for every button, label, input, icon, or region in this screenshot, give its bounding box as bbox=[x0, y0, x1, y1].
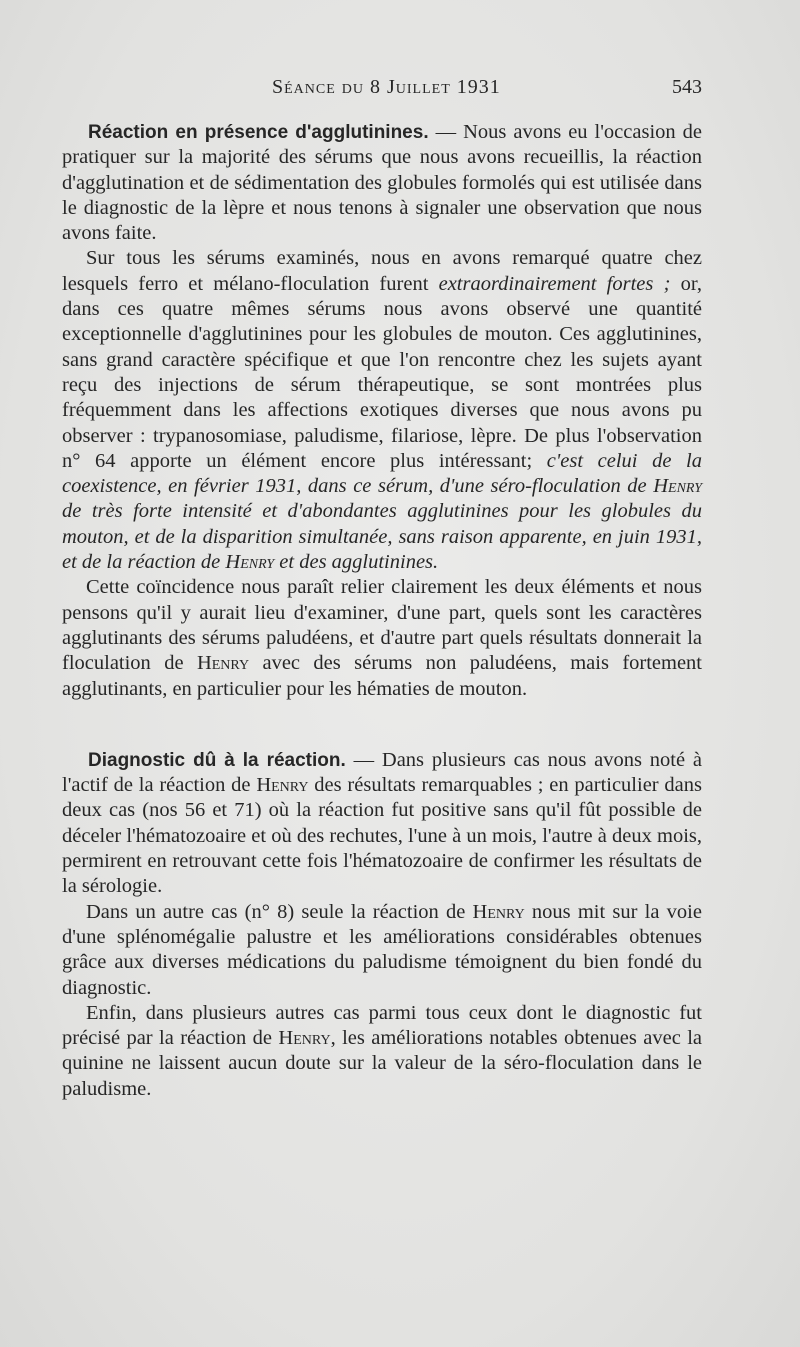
author-name: Henry bbox=[653, 475, 702, 498]
paragraph-text: Cette coïncidence nous paraît relier clairement les deux éléments et nous pensons qu'il y aurait lieu d'examiner, d'une part, quels sont les caractères agglutinants des sérums paludéens, et d'autre part quels résultats donnerait la floculation de bbox=[62, 576, 702, 675]
paragraph-text: avec des sérums non paludéens, mais fortement agglutinants, en particulier pour les hématies de mouton. bbox=[62, 652, 703, 700]
paragraph-text: Dans un autre cas (n° 8) seule la réaction de bbox=[86, 900, 473, 923]
paragraph-diagnostic-intro bbox=[62, 748, 702, 900]
running-title: Séance du 8 Juillet 1931 bbox=[272, 76, 501, 98]
page-header bbox=[62, 72, 702, 102]
emphasis-text-part: et des agglutinines. bbox=[274, 551, 439, 574]
author-name: Henry bbox=[472, 900, 525, 923]
paragraph-agglutinines-intro bbox=[62, 120, 702, 246]
section-heading-agglutinines: Réaction en présence d'agglutinines. bbox=[88, 122, 429, 143]
emphasis-text-part: de très forte intensité et d'abondantes agglutinines pour les globules du mouton, et de la disparition simultanée, sans raison apparente, en juin 1931, et de la réaction de bbox=[62, 500, 702, 574]
paragraph-splenomegalie bbox=[62, 900, 702, 1001]
page-number: 543 bbox=[672, 76, 702, 98]
emphasis-text-part: c'est celui de la coexistence, en février 1931, dans ce sérum, d'une séro-floculation de bbox=[62, 449, 702, 498]
paragraph-text: — Dans plusieurs cas nous avons noté à l'actif de la réaction de bbox=[62, 748, 702, 797]
author-name: Henry bbox=[225, 551, 275, 574]
body-text bbox=[62, 120, 702, 1102]
paragraph-text: nous mit sur la voie d'une splénomégalie palustre et les améliorations considérables obtenues grâce aux diverses médications du paludisme témoignent du bien fondé du diagnostic. bbox=[62, 900, 702, 999]
paragraph-text: Sur tous les sérums examinés, nous en avons remarqué quatre chez lesquels ferro et mélano-floculation furent bbox=[62, 247, 702, 295]
paragraph-conclusion bbox=[62, 1001, 702, 1102]
section-spacer bbox=[62, 702, 702, 748]
paragraph-coincidence bbox=[62, 575, 702, 701]
paragraph-text: or, dans ces quatre mêmes sérums nous avons observé une quantité exceptionnelle d'agglutinines pour les globules de mouton. Ces agglutinines, sans grand caractère spécifique et que l'on rencontre chez les sujets ayant reçu des injections de sérum thérapeutique, se sont montrées plus fréquemment dans les affections exotiques diverses que nous avons pu observer : trypanosomiase, paludisme, filariose, lèpre. De plus l'observation n° 64 apporte un élément encore plus intéressant; bbox=[62, 272, 703, 472]
paragraph-text: — Nous avons eu l'occasion de pratiquer sur la majorité des sérums que nous avons recueillis, la réaction d'agglutination et de sédimentation des globules formolés qui est utilisée dans le diagnostic de la lèpre et nous tenons à signaler une observation que nous avons faite. bbox=[62, 121, 702, 245]
paragraph-floculation-observation bbox=[62, 246, 702, 575]
paragraph-text: des résultats remarquables ; en particulier dans deux cas (nos 56 et 71) où la réaction fut positive sans qu'il fût possible de déceler l'hématozoaire et où des rechutes, l'une à un mois, l'autre à deux mois, permirent en retrouvant cette fois l'hématozoaire de confirmer les résultats de la sérologie. bbox=[62, 774, 703, 898]
author-name: Henry bbox=[278, 1027, 331, 1050]
paragraph-text: , les améliorations notables obtenues avec la quinine ne laissent aucun doute sur la valeur de la séro-floculation dans le paludisme. bbox=[62, 1027, 702, 1100]
author-name: Henry bbox=[196, 652, 250, 675]
paragraph-text: Enfin, dans plusieurs autres cas parmi tous ceux dont le diagnostic fut précisé par la réaction de bbox=[62, 1001, 702, 1050]
section-heading-diagnostic: Diagnostic dû à la réaction. bbox=[88, 749, 346, 771]
author-name: Henry bbox=[256, 774, 309, 797]
emphasis-text: extraordinairement fortes ; bbox=[438, 272, 671, 295]
